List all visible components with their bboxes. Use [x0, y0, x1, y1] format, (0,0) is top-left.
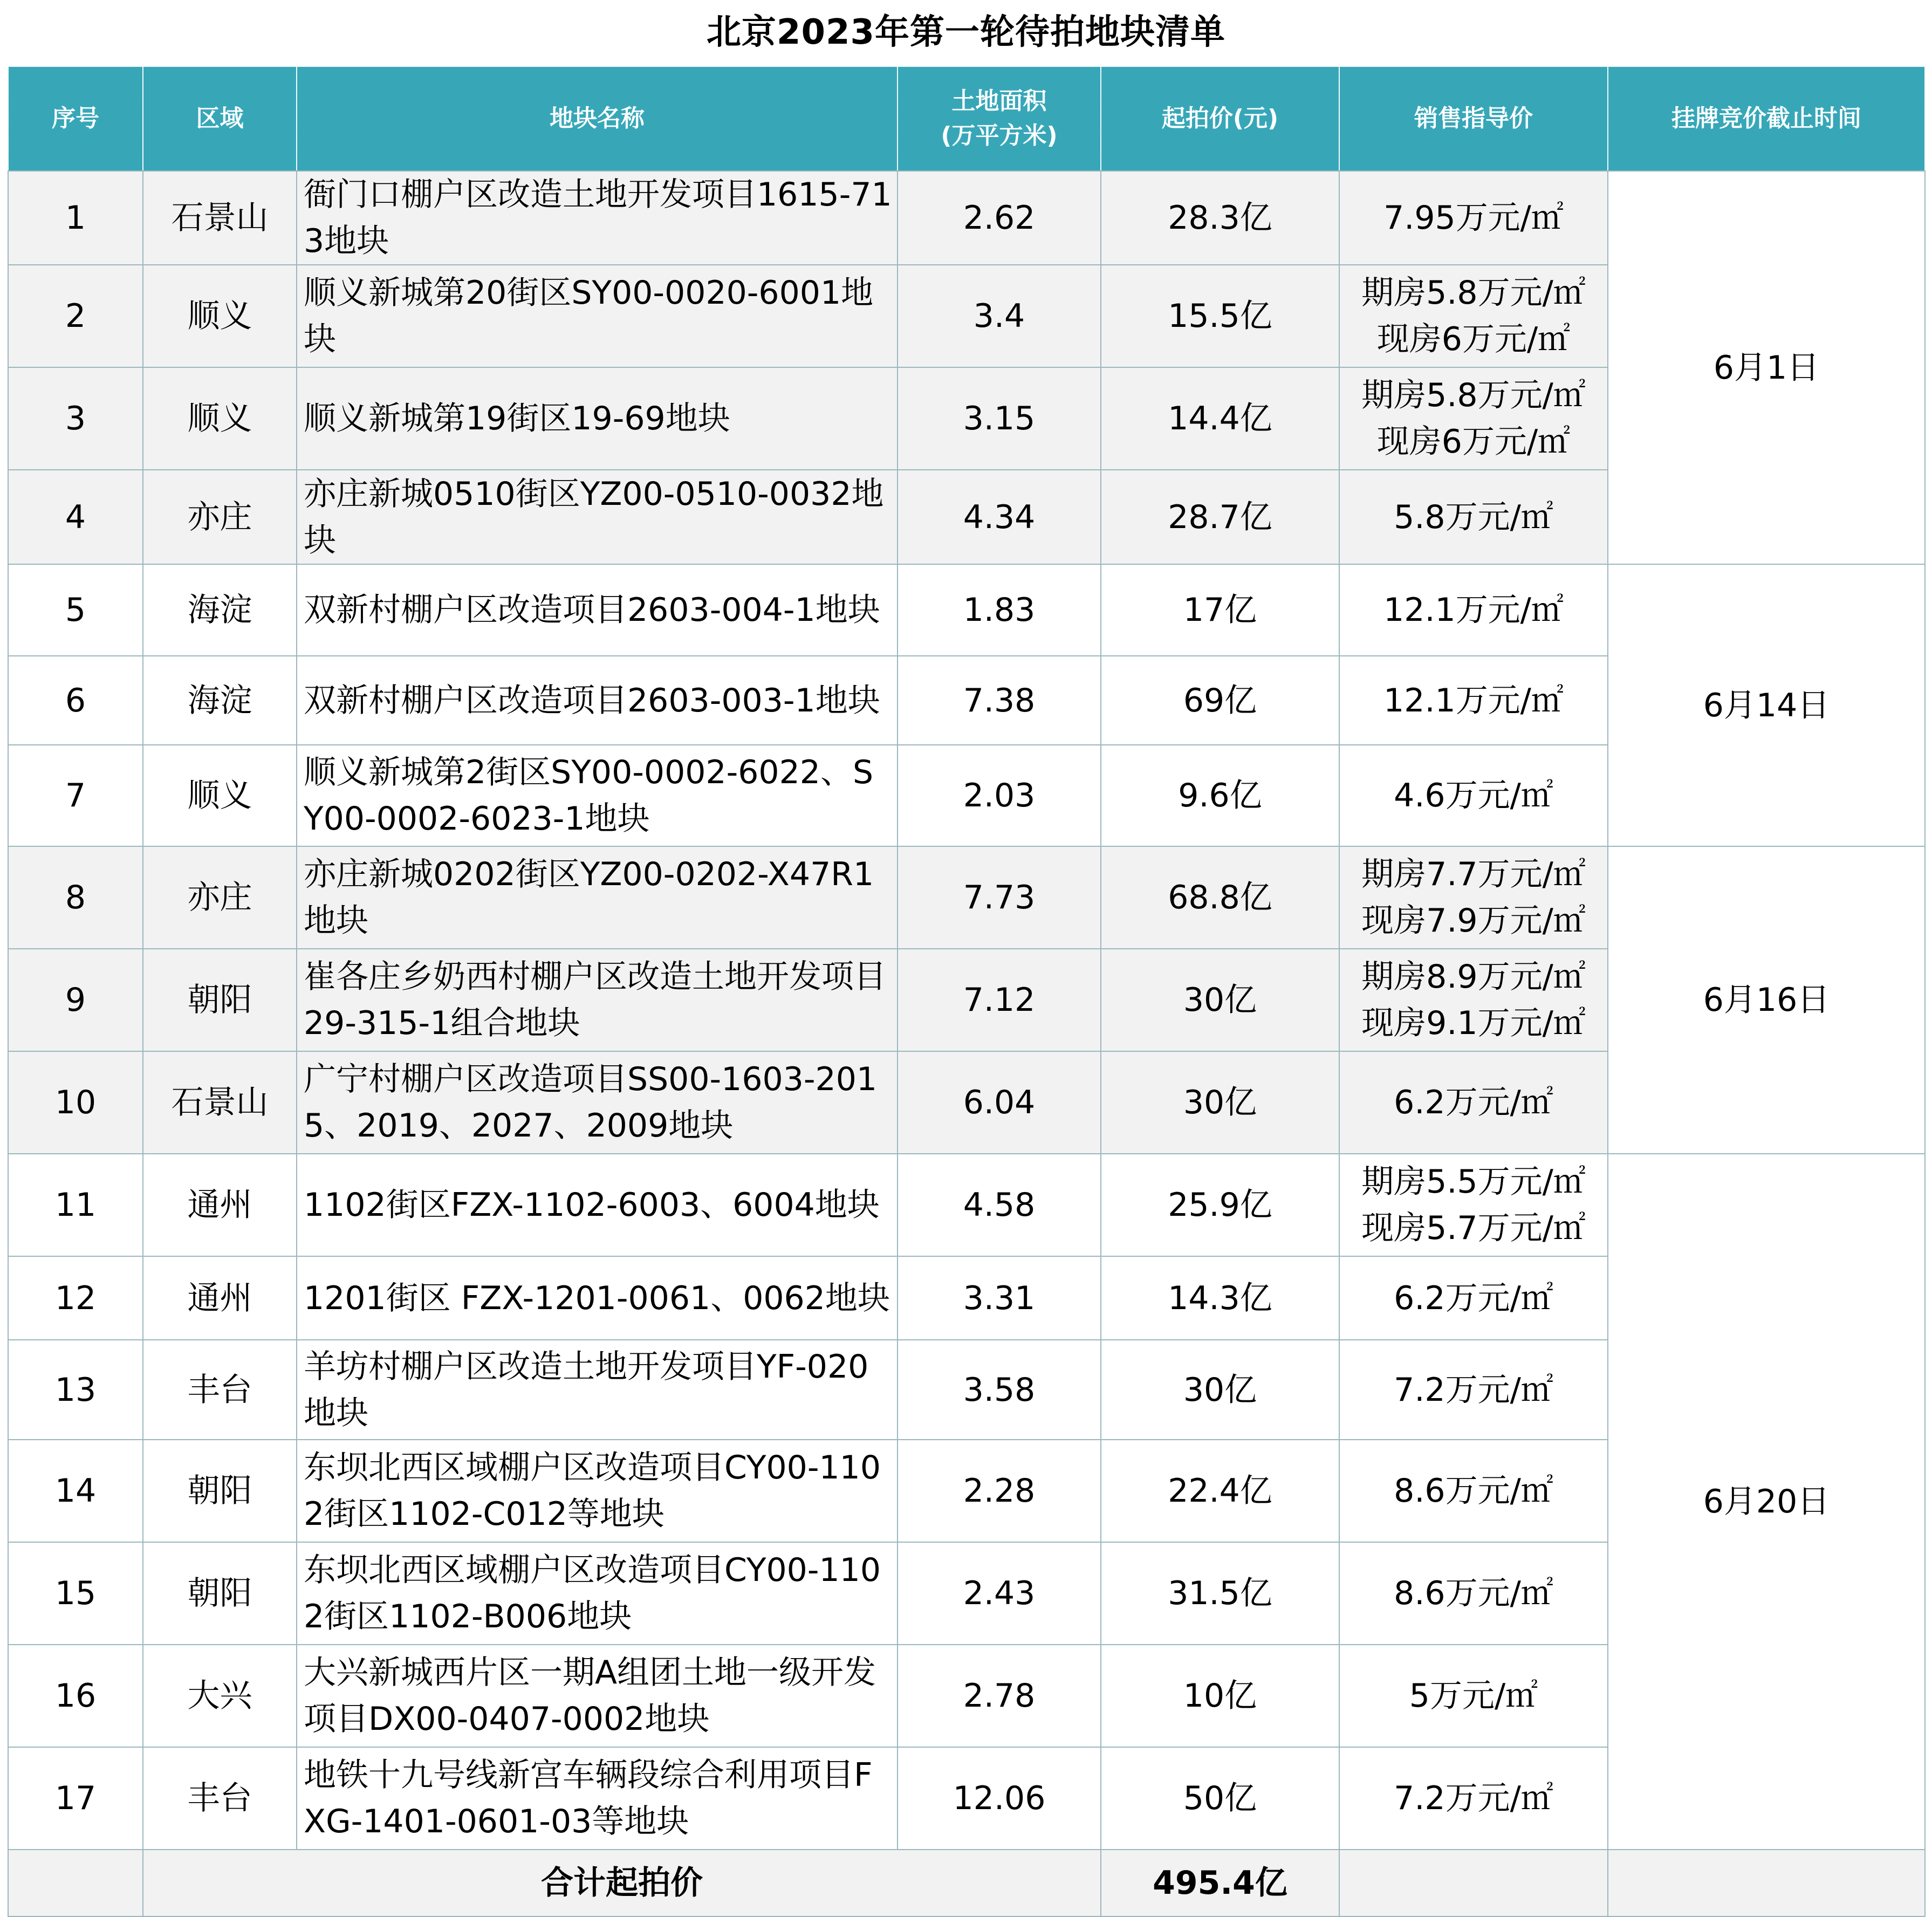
cell-index: 1 [8, 171, 143, 265]
cell-start-price: 14.4亿 [1101, 367, 1339, 470]
cell-area: 2.78 [898, 1645, 1101, 1747]
cell-guide-price [1339, 1747, 1608, 1850]
cell-start-price: 68.8亿 [1101, 846, 1339, 949]
cell-district: 海淀 [143, 656, 297, 745]
cell-name: 衙门口棚户区改造土地开发项目1615-713地块 [297, 171, 898, 265]
cell-start-price: 9.6亿 [1101, 745, 1339, 846]
cell-guide-price [1339, 1645, 1608, 1747]
cell-guide-price [1339, 949, 1608, 1051]
cell-index: 10 [8, 1051, 143, 1154]
cell-start-price: 31.5亿 [1101, 1542, 1339, 1645]
cell-guide-price [1339, 1256, 1608, 1340]
guide-price-line: 现房6万元/㎡ [1376, 423, 1571, 461]
cell-guide-price [1339, 171, 1608, 265]
cell-name: 1102街区FZX-1102-6003、6004地块 [297, 1154, 898, 1256]
cell-name: 双新村棚户区改造项目2603-004-1地块 [297, 564, 898, 656]
cell-start-price: 17亿 [1101, 564, 1339, 656]
cell-name: 双新村棚户区改造项目2603-003-1地块 [297, 656, 898, 745]
cell-index: 13 [8, 1340, 143, 1440]
cell-district: 顺义 [143, 265, 297, 367]
cell-name: 顺义新城第19街区19-69地块 [297, 367, 898, 470]
guide-price-line: 8.6万元/㎡ [1394, 1472, 1553, 1510]
header-district: 区域 [143, 66, 297, 171]
cell-area: 7.12 [898, 949, 1101, 1051]
cell-deadline: 6月14日 [1608, 564, 1925, 846]
cell-index: 5 [8, 564, 143, 656]
cell-district: 顺义 [143, 367, 297, 470]
header-index: 序号 [8, 66, 143, 171]
cell-district: 大兴 [143, 1645, 297, 1747]
guide-price-line: 6.2万元/㎡ [1394, 1084, 1553, 1121]
cell-area: 3.4 [898, 265, 1101, 367]
guide-price-line: 期房5.8万元/㎡ [1361, 274, 1586, 312]
guide-price-line: 期房5.5万元/㎡ [1361, 1163, 1586, 1201]
cell-index: 7 [8, 745, 143, 846]
guide-price-line: 7.95万元/㎡ [1383, 199, 1564, 237]
total-row [8, 1850, 1925, 1916]
cell-area: 3.15 [898, 367, 1101, 470]
cell-guide-price [1339, 1542, 1608, 1645]
cell-area: 3.58 [898, 1340, 1101, 1440]
header-area [898, 66, 1101, 171]
cell-name: 地铁十九号线新宫车辆段综合利用项目FXG-1401-0601-03等地块 [297, 1747, 898, 1850]
cell-district: 朝阳 [143, 1542, 297, 1645]
cell-name: 东坝北西区域棚户区改造项目CY00-1102街区1102-B006地块 [297, 1542, 898, 1645]
cell-district: 顺义 [143, 745, 297, 846]
cell-area: 1.83 [898, 564, 1101, 656]
cell-district: 通州 [143, 1256, 297, 1340]
cell-start-price: 28.3亿 [1101, 171, 1339, 265]
cell-name: 顺义新城第2街区SY00-0002-6022、SY00-0002-6023-1地块 [297, 745, 898, 846]
guide-price-line: 6.2万元/㎡ [1394, 1279, 1553, 1317]
guide-price-line: 7.2万元/㎡ [1394, 1779, 1553, 1817]
table-row [8, 564, 1925, 656]
cell-district: 丰台 [143, 1340, 297, 1440]
cell-district: 石景山 [143, 171, 297, 265]
cell-district: 亦庄 [143, 470, 297, 564]
cell-district: 亦庄 [143, 846, 297, 949]
total-blank-cell [1339, 1850, 1608, 1916]
table-header-row [8, 66, 1925, 171]
table-row [8, 1154, 1925, 1256]
header-deadline: 挂牌竞价截止时间 [1608, 66, 1925, 171]
cell-guide-price [1339, 1440, 1608, 1542]
header-area-line2: (万平方米) [941, 122, 1058, 149]
header-guide-price: 销售指导价 [1339, 66, 1608, 171]
header-name: 地块名称 [297, 66, 898, 171]
land-parcel-table [8, 66, 1926, 1917]
guide-price-line: 5万元/㎡ [1409, 1677, 1538, 1715]
total-value: 495.4亿 [1101, 1850, 1339, 1916]
cell-guide-price [1339, 656, 1608, 745]
cell-index: 15 [8, 1542, 143, 1645]
guide-price-line: 现房7.9万元/㎡ [1361, 902, 1586, 940]
cell-start-price: 28.7亿 [1101, 470, 1339, 564]
table-row [8, 171, 1925, 265]
guide-price-line: 12.1万元/㎡ [1383, 591, 1564, 629]
cell-area: 2.62 [898, 171, 1101, 265]
cell-area: 2.43 [898, 1542, 1101, 1645]
total-blank-cell [1608, 1850, 1925, 1916]
guide-price-line: 4.6万元/㎡ [1394, 777, 1553, 814]
page-title: 北京2023年第一轮待拍地块清单 [706, 12, 1226, 52]
cell-guide-price [1339, 564, 1608, 656]
cell-deadline: 6月1日 [1608, 171, 1925, 564]
guide-price-line: 期房7.7万元/㎡ [1361, 855, 1586, 893]
guide-price-line: 期房8.9万元/㎡ [1361, 958, 1586, 996]
cell-start-price: 30亿 [1101, 949, 1339, 1051]
cell-district: 通州 [143, 1154, 297, 1256]
cell-district: 朝阳 [143, 1440, 297, 1542]
cell-area: 2.03 [898, 745, 1101, 846]
cell-index: 8 [8, 846, 143, 949]
cell-guide-price [1339, 265, 1608, 367]
header-area-line1: 土地面积 [951, 87, 1047, 115]
total-label: 合计起拍价 [143, 1850, 1101, 1916]
cell-start-price: 14.3亿 [1101, 1256, 1339, 1340]
cell-index: 2 [8, 265, 143, 367]
cell-district: 石景山 [143, 1051, 297, 1154]
cell-name: 顺义新城第20街区SY00-0020-6001地块 [297, 265, 898, 367]
guide-price-line: 现房5.7万元/㎡ [1361, 1209, 1586, 1247]
cell-index: 14 [8, 1440, 143, 1542]
cell-area: 7.38 [898, 656, 1101, 745]
guide-price-line: 5.8万元/㎡ [1394, 498, 1553, 536]
guide-price-line: 期房5.8万元/㎡ [1361, 376, 1586, 414]
cell-district: 丰台 [143, 1747, 297, 1850]
cell-guide-price [1339, 470, 1608, 564]
cell-area: 4.58 [898, 1154, 1101, 1256]
cell-name: 大兴新城西片区一期A组团土地一级开发项目DX00-0407-0002地块 [297, 1645, 898, 1747]
cell-start-price: 30亿 [1101, 1340, 1339, 1440]
cell-index: 12 [8, 1256, 143, 1340]
cell-area: 6.04 [898, 1051, 1101, 1154]
guide-price-line: 现房9.1万元/㎡ [1361, 1004, 1586, 1042]
guide-price-line: 现房6万元/㎡ [1376, 320, 1571, 358]
cell-index: 3 [8, 367, 143, 470]
table-body [8, 171, 1925, 1916]
cell-guide-price [1339, 1340, 1608, 1440]
cell-start-price: 30亿 [1101, 1051, 1339, 1154]
cell-guide-price [1339, 1051, 1608, 1154]
cell-start-price: 50亿 [1101, 1747, 1339, 1850]
cell-index: 9 [8, 949, 143, 1051]
cell-guide-price [1339, 367, 1608, 470]
cell-guide-price [1339, 745, 1608, 846]
cell-start-price: 10亿 [1101, 1645, 1339, 1747]
cell-name: 1201街区 FZX-1201-0061、0062地块 [297, 1256, 898, 1340]
cell-guide-price [1339, 1154, 1608, 1256]
cell-area: 7.73 [898, 846, 1101, 949]
guide-price-line: 12.1万元/㎡ [1383, 681, 1564, 720]
cell-area: 2.28 [898, 1440, 1101, 1542]
cell-area: 3.31 [898, 1256, 1101, 1340]
total-blank-cell [8, 1850, 143, 1916]
cell-index: 11 [8, 1154, 143, 1256]
cell-start-price: 22.4亿 [1101, 1440, 1339, 1542]
header-start-price: 起拍价(元) [1101, 66, 1339, 171]
cell-start-price: 25.9亿 [1101, 1154, 1339, 1256]
cell-name: 羊坊村棚户区改造土地开发项目YF-020地块 [297, 1340, 898, 1440]
cell-name: 崔各庄乡奶西村棚户区改造土地开发项目29-315-1组合地块 [297, 949, 898, 1051]
table-row [8, 846, 1925, 949]
cell-index: 16 [8, 1645, 143, 1747]
cell-start-price: 69亿 [1101, 656, 1339, 745]
cell-index: 17 [8, 1747, 143, 1850]
cell-guide-price [1339, 846, 1608, 949]
cell-name: 亦庄新城0202街区YZ00-0202-X47R1地块 [297, 846, 898, 949]
cell-area: 4.34 [898, 470, 1101, 564]
cell-area: 12.06 [898, 1747, 1101, 1850]
cell-index: 4 [8, 470, 143, 564]
cell-name: 东坝北西区域棚户区改造项目CY00-1102街区1102-C012等地块 [297, 1440, 898, 1542]
cell-deadline: 6月20日 [1608, 1154, 1925, 1850]
guide-price-line: 8.6万元/㎡ [1394, 1574, 1553, 1612]
guide-price-line: 7.2万元/㎡ [1394, 1371, 1553, 1409]
cell-start-price: 15.5亿 [1101, 265, 1339, 367]
cell-district: 海淀 [143, 564, 297, 656]
cell-name: 亦庄新城0510街区YZ00-0510-0032地块 [297, 470, 898, 564]
cell-district: 朝阳 [143, 949, 297, 1051]
cell-name: 广宁村棚户区改造项目SS00-1603-2015、2019、2027、2009地块 [297, 1051, 898, 1154]
cell-deadline: 6月16日 [1608, 846, 1925, 1154]
cell-index: 6 [8, 656, 143, 745]
